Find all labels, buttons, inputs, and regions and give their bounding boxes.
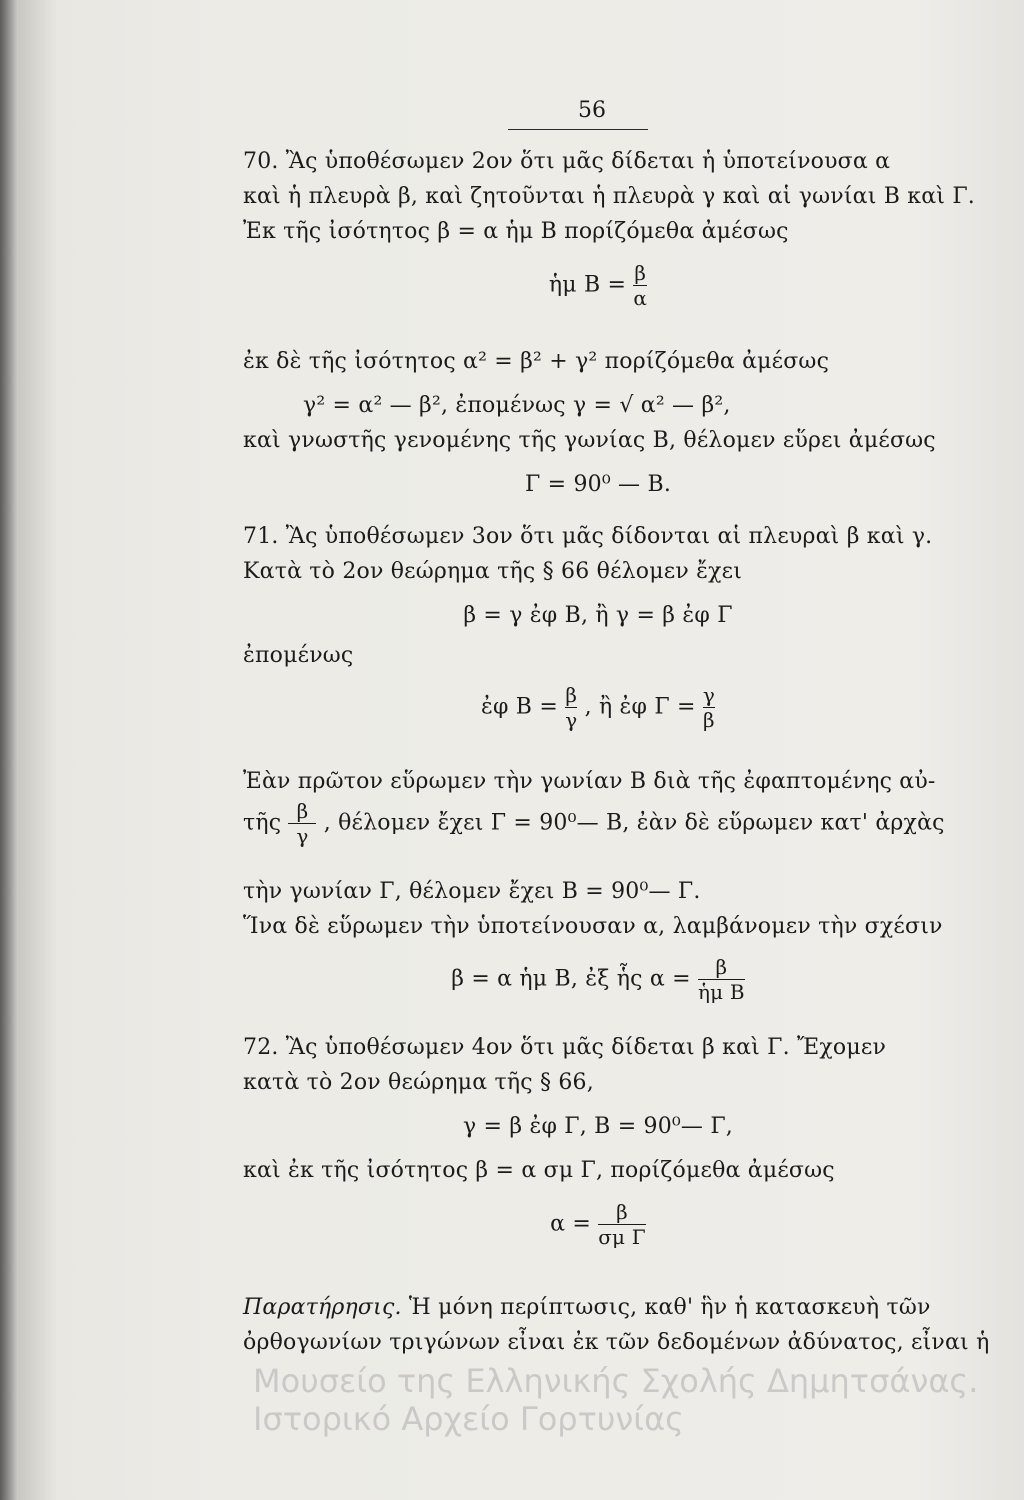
formula-tangents <box>243 684 953 731</box>
denominator: ἡμ Β <box>697 980 745 1004</box>
text-line: ἐπομένως <box>243 643 354 668</box>
formula-part: β = α ἡμ Β, ἐξ ἧς α = <box>451 966 691 992</box>
fraction <box>703 684 715 731</box>
formula-hypotenuse <box>243 956 953 1003</box>
numerator: β <box>296 799 309 823</box>
numerator: γ <box>702 683 715 707</box>
fraction <box>565 684 577 731</box>
fraction <box>288 800 316 847</box>
denominator: γ <box>565 708 578 732</box>
text-line: 70. Ἂς ὑποθέσωμεν 2ον ὅτι μᾶς δίδεται ἡ ὑποτείνουσα α <box>243 149 891 174</box>
text-line: 72. Ἂς ὑποθέσωμεν 4ον ὅτι μᾶς δίδεται β καὶ Γ. Ἔχομεν <box>243 1035 887 1060</box>
formula-part: , ἢ ἐφ Γ = <box>584 694 696 720</box>
denominator: σμ Γ <box>598 1225 646 1249</box>
formula-part: ἐφ Β = <box>481 694 558 720</box>
text-part: τῆς <box>243 810 282 836</box>
text-part: Ἡ μόνη περίπτωσις, καθ' ἣν ἡ κατασκευὴ τῶν <box>401 1295 931 1320</box>
fraction <box>633 262 647 309</box>
text-line: ἐκ δὲ τῆς ἰσότητος α² = β² + γ² πορίζόμεθα ἀμέσως <box>243 349 830 374</box>
page-number: 56 <box>578 98 606 123</box>
numerator: β <box>634 261 647 285</box>
fraction <box>698 956 745 1003</box>
denominator: γ <box>296 824 309 848</box>
text-line: ὀρθογωνίων τριγώνων εἶναι ἐκ τῶν δεδομένων ἀδύνατος, εἶναι ἡ <box>243 1330 990 1355</box>
book-page <box>18 0 1024 1500</box>
page-number-rule <box>508 129 648 130</box>
denominator: α <box>633 286 648 310</box>
fraction <box>598 1201 646 1248</box>
text-part: , θέλομεν ἔχει Γ = 90⁰— Β, ἐὰν δὲ εὕρωμεν κατ' ἀρχὰς <box>323 810 945 836</box>
text-line: Ἵνα δὲ εὕρωμεν τὴν ὑποτείνουσαν α, λαμβάνομεν τὴν σχέσιν <box>243 914 943 939</box>
formula-line: γ² = α² — β², ἐπομένως γ = √ α² — β², <box>303 393 731 418</box>
text-line: 71. Ἂς ὑποθέσωμεν 3ον ὅτι μᾶς δίδονται αἱ πλευραὶ β καὶ γ. <box>243 524 933 549</box>
watermark-line: Ιστορικό Αρχείο Γορτυνίας <box>253 1400 684 1438</box>
formula-part: α = <box>550 1211 591 1237</box>
formula-line: Γ = 90⁰ — Β. <box>524 472 672 497</box>
text-line <box>243 1294 953 1322</box>
formula-alpha <box>243 1201 953 1248</box>
text-line: Ἐκ τῆς ἰσότητος β = α ἡμ Β πορίζόμεθα ἀμέσως <box>243 219 789 244</box>
remark-label: Παρατήρησις. <box>243 1295 402 1320</box>
formula-line: γ = β ἐφ Γ, Β = 90⁰— Γ, <box>463 1114 733 1139</box>
text-line-with-fraction <box>243 800 953 847</box>
text-line: Ἐὰν πρῶτον εὕρωμεν τὴν γωνίαν Β διὰ τῆς ἐφαπτομένης αὐ- <box>243 769 936 794</box>
text-line: καὶ ἐκ τῆς ἰσότητος β = α σμ Γ, πορίζόμεθα ἀμέσως <box>243 1158 835 1183</box>
text-line: κατὰ τὸ 2ον θεώρημα τῆς § 66, <box>243 1070 594 1095</box>
numerator: β <box>715 955 728 979</box>
text-line: Κατὰ τὸ 2ον θεώρημα τῆς § 66 θέλομεν ἔχει <box>243 559 743 584</box>
text-line: καὶ ἡ πλευρὰ β, καὶ ζητοῦνται ἡ πλευρὰ γ καὶ αἱ γωνίαι Β καὶ Γ. <box>243 184 975 209</box>
page-edge-shadow <box>0 0 18 1500</box>
formula-line: β = γ ἐφ Β, ἢ γ = β ἐφ Γ <box>463 603 733 628</box>
text-line: καὶ γνωστῆς γενομένης τῆς γωνίας Β, θέλομεν εὕρει ἀμέσως <box>243 428 936 453</box>
formula-lhs: ἡμ Β = <box>548 272 627 298</box>
denominator: β <box>703 708 715 732</box>
text-line: τὴν γωνίαν Γ, θέλομεν ἔχει Β = 90⁰— Γ. <box>243 879 701 904</box>
watermark-line: Μουσείο της Ελληνικής Σχολής Δημητσάνας. <box>253 1362 979 1400</box>
numerator: β <box>565 683 578 707</box>
numerator: β <box>616 1200 628 1224</box>
formula-sin-b <box>243 262 953 309</box>
